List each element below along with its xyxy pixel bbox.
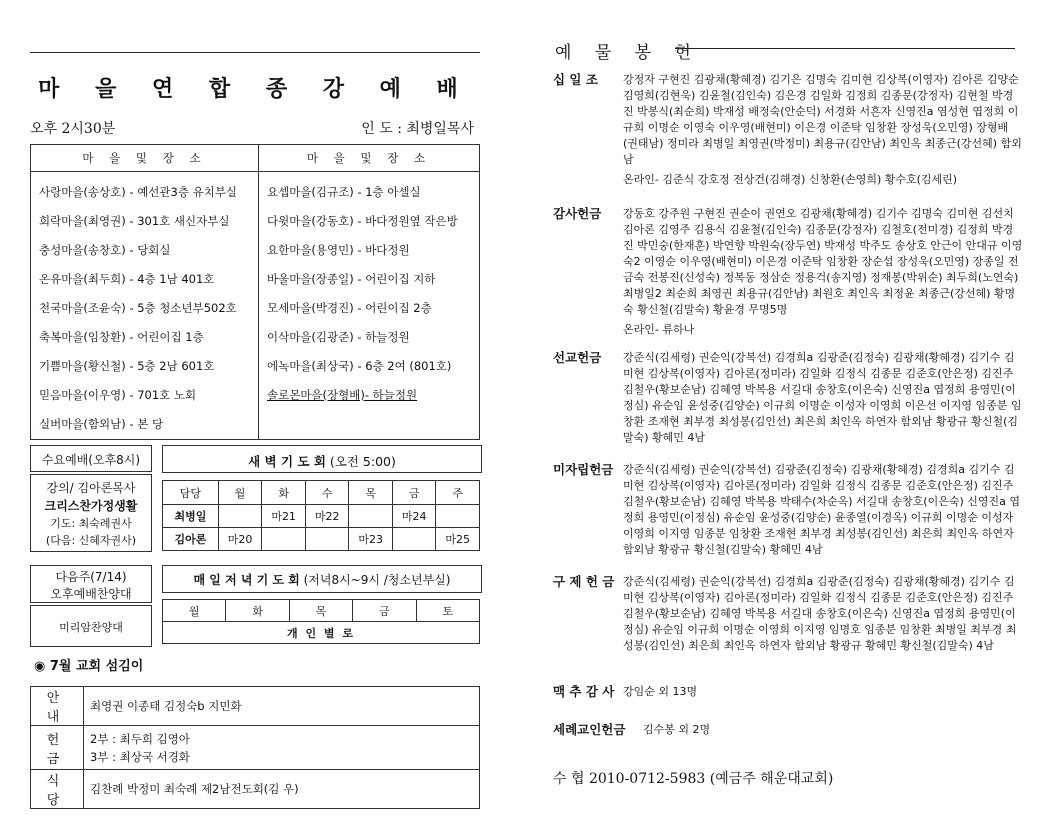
offering-online: 온라인- 류하나	[623, 323, 695, 336]
dawn-cell: 마25	[436, 528, 480, 551]
evening-day: 토	[416, 600, 480, 622]
offering-label: 맥 추 감 사	[553, 684, 615, 699]
wednesday-speaker: 강의/ 김아론목사	[46, 481, 136, 495]
evening-day: 금	[353, 600, 416, 622]
places-list-right	[259, 172, 479, 410]
place-item: 솔로몬마을(장형배)- 하늘정원	[267, 388, 418, 402]
offering-label: 감사헌금	[553, 206, 602, 221]
service-value: 김찬례 박정미 최숙례 제2남전도회(김 우)	[84, 770, 480, 809]
place-item: 천국마을(조윤숙) - 5층 청소년부502호	[39, 301, 237, 315]
service-label: 안 내	[31, 687, 84, 726]
service-info	[30, 118, 480, 138]
dawn-schedule-table	[162, 480, 480, 551]
place-item: 바울마을(장종일) - 어린이집 지하	[267, 272, 436, 286]
offering-label: 세례교인헌금	[553, 722, 626, 737]
offering-names: 강준식(김세령) 권순익(강복선) 김광준(김정숙) 김광채(황혜경) 김경희a 김기수 김미현 김상복(이영자) 김아론(정미라) 김일화 김정식 김종문 김준호(안은정) 김진주 김철우(황보순남) 김혜영 박복용 박태수(차순옥) 서길대 송창호(이은숙) 신영진a 엽정희 용영민(이정심) 유순임 윤성중(김양순) 윤종열(이경옥) 이규희 이명순 이성자 이영희 이지영 임종분 임창환 조재현 최부경 최성봉(김인선) 최은희 최인옥 하연자 함외남 황광규 황신철(김말숙) 황혜민 4남	[623, 463, 1020, 556]
wednesday-prayer: 기도: 최숙례권사	[50, 517, 132, 530]
dawn-title-box	[162, 445, 482, 473]
page-title: 마 을 연 합 종 강 예 배	[38, 76, 472, 102]
wednesday-title: 수요예배(오후8시)	[41, 453, 141, 467]
service-label: 식 당	[31, 770, 84, 809]
offering-names: 강정자 구현진 김광채(황혜경) 김기은 김명숙 김미현 김상복(이영자) 김아론 김양순 김영희(김현욱) 김윤철(김인숙) 김은경 김일화 김정희 김종문(강정자) 김현철 박경진 박봉식(최순희) 박재성 배정숙(안순덕) 서경화 서흔자 신영진a 염성현 엽정희 이규희 이명순 이영숙 이우영(배현미) 이은경 이준탁 임창환 장성욱(오민영) 장형배(권태남) 정미라 최병일 최영권(박정미) 최용규(김안남) 최인옥 최종근(강선혜) 함외남	[623, 73, 1022, 166]
offering-section-tithe	[553, 72, 1023, 188]
evening-title-box	[162, 565, 482, 593]
offering-names: 강동호 강주원 구현진 권순이 권연오 김광채(황혜경) 김기수 김명숙 김미현 김선치 김아론 김영주 김용식 김윤철(김인숙) 김종문(강정자) 김철호(전미경) 김정희 박경진 박민숭(한재훈) 박연향 박원숙(장두연) 박재성 박주도 송상호 안근이 안대규 이영숙2 이영순 이우영(배현미) 이은경 이준탁 임창환 장순섭 장성욱(오민영) 장종일 전금숙 전봉진(신성숙) 정복동 정삼순 정용걱(송지영) 정재봉(박위순) 최두희(노연숙) 최병일2 최순희 최영권 최용규(김안남) 최원호 최인옥 최정윤 최종근(강선혜) 황명숙 황신철(김말숙) 황윤경 무명5명	[623, 207, 1023, 316]
places-list-left	[31, 172, 258, 439]
offering-section-thanks	[553, 206, 1023, 338]
dawn-cell: 마20	[218, 528, 262, 551]
wednesday-topic: 크리스찬가정생활	[44, 499, 138, 513]
offering-section-relief	[553, 574, 1023, 654]
bank-account: 수 협 2010-0712-5983 (예금주 해운대교회)	[553, 771, 834, 787]
dawn-cell	[262, 528, 306, 551]
evening-title-line	[163, 571, 481, 588]
place-item: 에녹마을(최상국) - 6층 2여 (801호)	[267, 359, 452, 373]
service-label: 헌 금	[31, 726, 84, 770]
dawn-cell: 최병일	[163, 505, 219, 528]
evening-time: (저녁8시~9시 /청소년부실)	[303, 573, 451, 587]
place-item: 요셉마을(김규조) - 1층 아셀실	[267, 185, 421, 199]
offering-names: 강준식(김세령) 권순익(강복선) 김경희a 김광준(김정숙) 김광채(황혜경) 김기수 김미현 김상복(이영자) 김아론(정미라) 김일화 김정식 김종문 김준호(안은정) 김진주 김철우(황보순남) 김혜영 박복용 서길대 송창호(이은숙) 신영진a 엽정희 용영민(이정심) 유순임 윤성중(김양순) 이규희 이명순 이성자 이영희 이은선 이지영 임종분 임창환 조재현 최부경 최성봉(김인선) 최은희 최인옥 하연자 함외남 황광규 황신철(김말숙) 황혜민 4남	[623, 351, 1022, 444]
dawn-header: 금	[392, 481, 436, 505]
wednesday-title-box	[30, 445, 152, 472]
wednesday-next: (다음: 신혜자권사)	[45, 534, 137, 547]
offering-section-baptized	[553, 722, 1023, 738]
wednesday-detail-box	[30, 474, 152, 552]
offering-section-mission	[553, 350, 1023, 446]
place-item: 기쁨마을(황신철) - 5층 2남 601호	[39, 359, 215, 373]
dawn-cell	[392, 528, 436, 551]
dawn-cell	[349, 505, 393, 528]
dawn-header: 월	[218, 481, 262, 505]
next-week-line1: 다음주(7/14)	[55, 570, 127, 584]
places-header-left: 마 을 및 장 소	[31, 145, 259, 172]
evening-footer: 개 인 별 로	[163, 622, 480, 644]
place-item: 모세마을(박경진) - 어린이집 2층	[267, 301, 432, 315]
offering-label: 선교헌금	[553, 350, 602, 365]
dawn-cell: 마24	[392, 505, 436, 528]
evening-day: 월	[163, 600, 226, 622]
place-item: 온유마을(최두희) - 4층 1남 401호	[39, 272, 215, 286]
service-line: 2부 : 최두희 김영아	[90, 731, 190, 746]
place-item: 희락마을(최영권) - 301호 새신자부실	[39, 214, 230, 228]
offering-title: 예 물 봉 헌	[555, 43, 700, 63]
offering-section-support	[553, 462, 1023, 558]
place-item: 실버마을(함외남) - 본 당	[39, 417, 164, 431]
place-item: 충성마을(송창호) - 당회실	[39, 243, 171, 257]
place-item: 다윗마을(강동호) - 바다정원옆 작은방	[267, 214, 458, 228]
service-heading	[34, 655, 143, 674]
evening-day: 화	[226, 600, 289, 622]
dawn-cell: 마21	[262, 505, 306, 528]
dawn-header: 화	[262, 481, 306, 505]
dawn-header: 수	[305, 481, 349, 505]
dawn-header: 담당	[163, 481, 219, 505]
top-rule	[30, 52, 480, 53]
evening-title: 매 일 저 녁 기 도 회	[193, 573, 300, 587]
choir-name: 미리암찬양대	[59, 621, 123, 634]
place-item: 사랑마을(송상호) - 예선관3층 유치부실	[39, 185, 238, 199]
place-item: 축복마을(임창환) - 어린이집 1층	[39, 330, 204, 344]
place-item: 믿음마을(이우영) - 701호 노회	[39, 388, 197, 402]
service-leader: 인 도 : 최병일목사	[361, 121, 474, 137]
service-value: 최영권 이종태 김정숙b 지민화	[84, 687, 480, 726]
dawn-cell: 마23	[349, 528, 393, 551]
offering-title-rule	[675, 48, 1015, 49]
offering-label: 미자립헌금	[553, 462, 614, 477]
offering-names: 강준식(김세령) 권순익(강복선) 김경희a 김광준(김정숙) 김광채(황혜경) 김기수 김미현 김상복(이영자) 김아론(정미라) 김일화 김정식 김종문 김준호(안은정) 김진주 김철우(황보순남) 김혜영 박복용 서길대 송창호(이은숙) 신영진a 엽정희 용영민(이정심) 유순임 이규희 이명순 이영희 이지영 임명호 임종분 임창환 최병일 최부경 최성봉(김인선) 최은희 최인옥 하연자 함외남 황광규 황혜민 황신철(김말숙) 4남	[623, 575, 1017, 652]
dawn-title-line	[163, 452, 481, 470]
village-places-table	[30, 144, 480, 440]
evening-table	[162, 599, 480, 644]
next-week-line2: 오후예배찬양대	[50, 587, 132, 601]
service-value	[84, 726, 480, 770]
dawn-cell	[436, 505, 480, 528]
dawn-cell: 마22	[305, 505, 349, 528]
dawn-cell	[218, 505, 262, 528]
offering-online: 온라인- 김준식 강호정 전상건(김해경) 신창환(손영희) 황수호(김세린)	[623, 173, 958, 186]
evening-day: 목	[289, 600, 352, 622]
offering-names: 김수봉 외 2명	[643, 723, 711, 736]
place-item: 이삭마을(김광준) - 하늘정원	[267, 330, 410, 344]
target-icon: ◉	[34, 659, 46, 674]
dawn-cell: 김아론	[163, 528, 219, 551]
dawn-header: 주	[436, 481, 480, 505]
offering-label: 십 일 조	[553, 72, 598, 87]
dawn-title: 새 벽 기 도 회	[248, 454, 326, 469]
dawn-time: (오전 5:00)	[329, 454, 396, 469]
offering-names: 강임순 외 13명	[623, 685, 698, 698]
service-time: 오후 2시30분	[30, 121, 116, 137]
place-item: 요한마을(용영민) - 바다정원	[267, 243, 410, 257]
places-header-right: 마 을 및 장 소	[259, 145, 480, 172]
service-line: 3부 : 최상국 서경화	[90, 749, 190, 764]
service-table	[30, 686, 480, 809]
choir-box	[30, 605, 152, 647]
offering-section-harvest	[553, 684, 1023, 700]
service-title: 7월 교회 섬김이	[49, 659, 144, 674]
dawn-cell	[305, 528, 349, 551]
offering-label: 구 제 헌 금	[553, 574, 615, 589]
dawn-header: 목	[349, 481, 393, 505]
next-week-box	[30, 565, 152, 603]
